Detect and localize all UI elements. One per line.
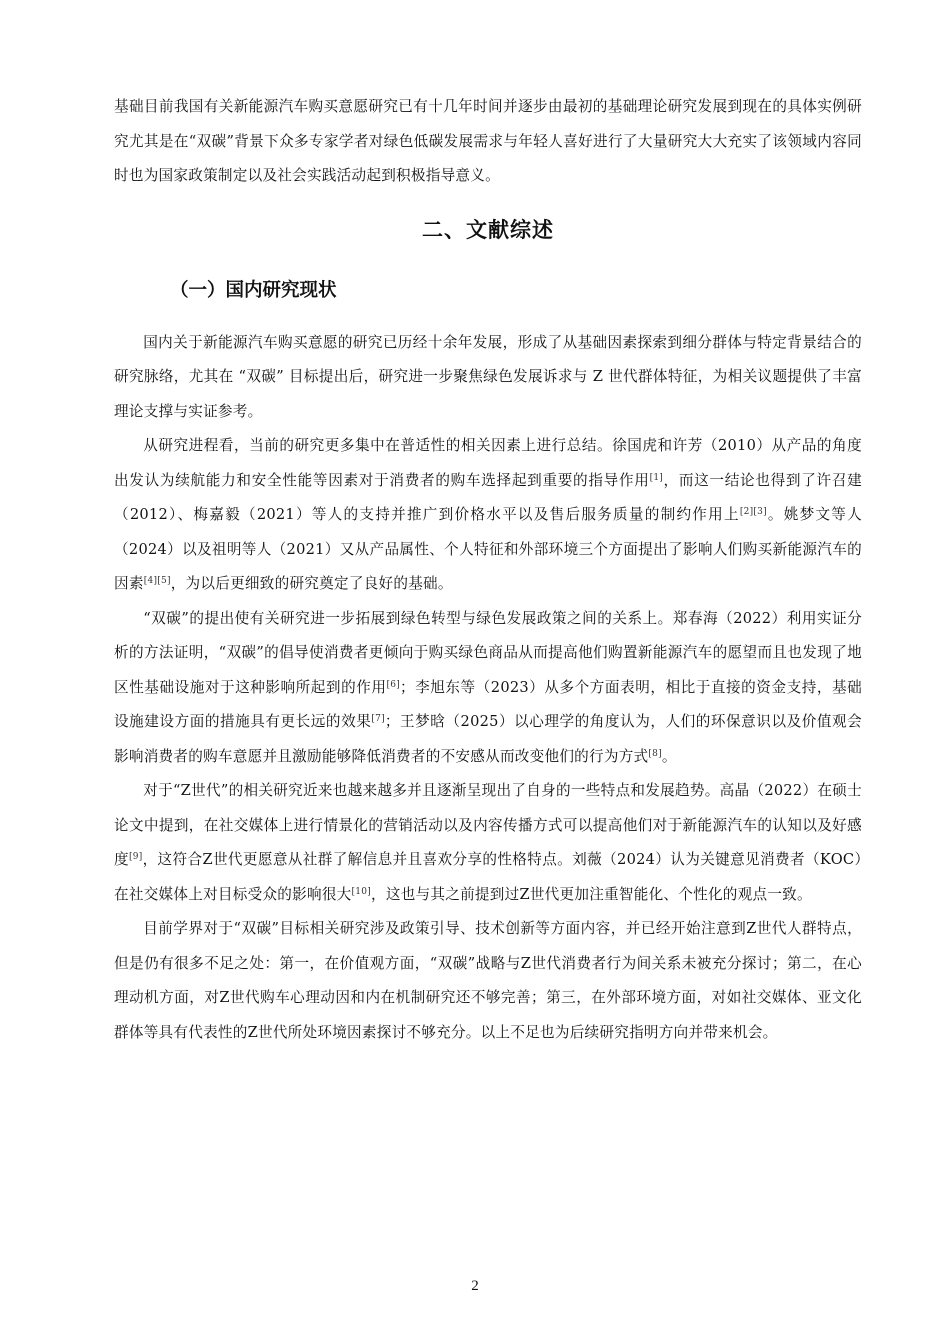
paragraph-text: 从研究进程看，当前的研究更多集中在普适性的相关因素上进行总结。徐国虎和许芳（2010）从产品的角度出发认为续航能力和安全性能等因素对于消费者的购车选择起到重要的指导作用: [114, 437, 862, 489]
paragraph-research-progress: [114, 429, 862, 602]
paragraph-dual-carbon: [114, 602, 862, 775]
citation: [10]: [351, 886, 371, 897]
paragraph-text: 对于“Z世代”的相关研究近来也越来越多并且逐渐呈现出了自身的一些特点和发展趋势。高晶（2022）在硕士论文中提到，在社交媒体上进行情景化的营销活动以及内容传播方式可以提高他们对于新能源汽车的认知以及好感度: [114, 782, 862, 868]
intro-paragraph: 基础目前我国有关新能源汽车购买意愿研究已有十几年时间并逐步由最初的基础理论研究发展到现在的具体实例研究尤其是在“双碳”背景下众多专家学者对绿色低碳发展需求与年轻人喜好进行了大量研究大大充实了该领域内容同时也为国家政策制定以及社会实践活动起到积极指导意义。: [114, 98, 862, 184]
paragraph-text: 。: [661, 747, 677, 765]
paragraph-text: ，这符合Z世代更愿意从社群了解信息并且喜欢分享的性格特点。刘薇（2024）认为关键意见消费者（KOC）在社交媒体上对目标受众的影响很大: [114, 851, 862, 903]
subsection-title: （一）国内研究现状: [170, 279, 337, 301]
paragraph-overview: 国内关于新能源汽车购买意愿的研究已历经十余年发展，形成了从基础因素探索到细分群体与特定背景结合的研究脉络，尤其在 “双碳” 目标提出后，研究进一步聚焦绿色发展诉求与 Z 世代群体特征，为相关议题提供了丰富理论支撑与实证参考。: [114, 333, 862, 420]
paragraph-gen-z: [114, 774, 862, 912]
citation: [2][3]: [739, 507, 767, 518]
paragraph-text: 。姚梦文等人（2024）以及祖明等人（2021）又从产品属性、个人特征和外部环境三个方面提出了影响人们购买新能源汽车的因素: [114, 506, 862, 592]
citation: [4][5]: [143, 576, 171, 587]
citation: [8]: [648, 748, 662, 759]
citation: [7]: [371, 714, 385, 725]
paragraph-text: “双碳”的提出使有关研究进一步拓展到绿色转型与绿色发展政策之间的关系上。郑春海（2022）利用实证分析的方法证明，“双碳”的倡导使消费者更倾向于购买绿色商品从而提高他们购置新能源汽车的愿望而且也发现了地区性基础设施对于这种影响所起到的作用: [114, 609, 862, 696]
page-number: 2: [471, 1278, 479, 1294]
paragraph-text: ；王梦晗（2025）以心理学的角度认为，人们的环保意识以及价值观会影响消费者的购车意愿并且激励能够降低消费者的不安感从而改变他们的行为方式: [114, 713, 862, 765]
citation: [6]: [386, 679, 400, 690]
paragraph-text: ，而这一结论也得到了许召建（2012）、梅嘉毅（2021）等人的支持并推广到价格水平以及售后服务质量的制约作用上: [114, 471, 862, 523]
page-content: [114, 90, 862, 1050]
paragraph-text: ，为以后更细致的研究奠定了良好的基础。: [170, 575, 453, 592]
paragraph-text: ，这也与其之前提到过Z世代更加注重智能化、个性化的观点一致。: [371, 885, 812, 903]
paragraph-text: ；李旭东等（2023）从多个方面表明，相比于直接的资金支持，基础设施建设方面的措施具有更长远的效果: [114, 678, 862, 730]
paragraph-research-gaps: 目前学界对于“双碳”目标相关研究涉及政策引导、技术创新等方面内容，并已经开始注意到Z世代人群特点，但是仍有很多不足之处：第一，在价值观方面，“双碳”战略与Z世代消费者行为间关系未被充分探讨；第二，在心理动机方面，对Z世代购车心理动因和内在机制研究还不够完善；第三，在外部环境方面，对如社交媒体、亚文化群体等具有代表性的Z世代所处环境因素探讨不够充分。以上不足也为后续研究指明方向并带来机会。: [114, 920, 862, 1041]
citation: [1]: [649, 472, 664, 483]
section-title: 二、文献综述: [422, 217, 554, 242]
citation: [9]: [128, 852, 143, 863]
